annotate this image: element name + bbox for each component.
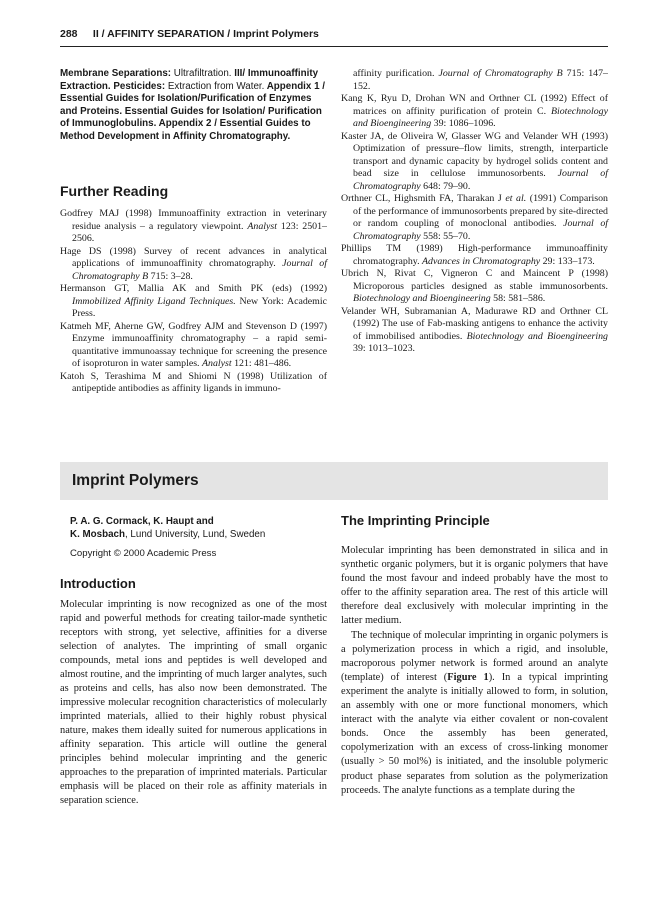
reference-tail: 715: 3–28. [148,270,193,282]
authors [70,515,330,541]
reference-text: Katoh S, Terashima M and Shiomi N (1998) Utilization of antipeptide antibodies as affinity ligands in immuno- [60,370,327,394]
reference-ital: Biotechnology and Bioengineering [353,293,491,304]
reference-text: Godfrey MAJ (1998) Immunoaffinity extraction in veterinary residue analysis – a regulatory viewpoint. [60,208,327,232]
reference-ital: Analyst [202,358,232,369]
imprinting-principle-heading: The Imprinting Principle [341,513,490,528]
reference-tail: 58: 581–586. [490,293,546,304]
references-right [341,68,608,356]
reference-tail: 648: 79–90. [420,180,471,192]
reference-text: Katmeh MF, Aherne GW, Godfrey AJM and Stevenson D (1997) Enzyme immunoaffinity chromatography – a rapid semi-quantitative immunoassay technique for screening the presence of isoproturon in water samples. [60,320,327,369]
introduction-heading: Introduction [60,576,136,591]
reference-text: Hage DS (1998) Survey of recent advances in analytical applications of immunoaffinity chromatography. [60,245,327,269]
reference-item [341,243,608,268]
reference-ital: Biotechnology and Bioengineering [466,330,608,342]
principle-p2-start: The technique of molecular imprinting in organic polymers is a polymerization process in which a rigid, and insoluble, macroporous polymer network is formed around an analyte (template) of interest ( [341,629,608,683]
reference-tail: New York: Academic Press. [72,295,327,319]
references-left [60,208,327,396]
reference-tail: 39: 1086–1096. [431,118,496,129]
running-title: II / AFFINITY SEPARATION / Imprint Polymers [92,28,319,40]
reference-item [60,321,327,371]
reference-item [60,283,327,321]
reference-item [341,306,608,356]
reference-item [341,68,608,93]
reference-ital: Journal of Chromatography B [72,258,327,282]
reference-text: Orthner CL, Highsmith FA, Tharakan J [341,193,506,204]
reference-tail: (1991) Comparison of the performance of immunosorbents prepared by site-directed or random coupling of monoclonal antibodies. [353,193,608,229]
reference-tail: 123: 2501–2506. [72,220,327,244]
further-reading-heading: Further Reading [60,183,169,199]
reference-text: Hermanson GT, Mallia AK and Smith PK (eds) (1992) [60,283,327,294]
header-rule [60,46,608,47]
see-also-part2: III/ Immunoaffinity Extraction. Pesticides: [60,68,319,92]
reference-tail: 29: 133–173. [540,255,595,267]
reference-item [341,131,608,194]
article-title-banner [60,462,608,500]
reference-tail2: 558: 55–70. [420,230,471,242]
authors-affiliation: , Lund University, Lund, Sweden [124,529,266,540]
see-also-part2-plain: Extraction from Water. [165,80,265,92]
reference-ital: Analyst [247,220,278,232]
reference-ital: Advances in Chromatography [422,255,541,267]
reference-text: Phillips TM (1989) High-performance immunoaffinity chromatography. [341,243,608,267]
reference-tail: 39: 1013–1023. [353,343,415,354]
see-also-part1: Membrane Separations: [60,68,172,79]
see-also-part1-plain: Ultrafiltration. [171,68,232,79]
principle-paragraph-1: Molecular imprinting has been demonstrated in silica and in synthetic organic polymers, but it is organic polymers that have found the most favour and indeed probably have the most to offer to the affinity separation area. The rest of this article will therefore deal exclusively with molecular imprinting in the latter medium. [341,545,608,627]
article-title: Imprint Polymers [72,472,199,489]
reference-item [341,268,608,306]
reference-item [341,93,608,131]
reference-item [60,371,327,396]
authors-line2-name: K. Mosbach [70,529,125,540]
reference-item [60,246,327,284]
see-also-part3: Appendix 1 / Essential Guides for Isolation/Purification of Enzymes and Proteins. Essential Guides for Isolation/ Purification of Immunoglobulins. Appendix 2 / Essential Guides to Method Development in Affinity Chromatography. [60,80,325,142]
principle-paragraph-2 [341,629,608,798]
reference-ital: Journal of Chromatography B [438,68,563,79]
reference-text: Kaster JA, de Oliveira W, Glasser WG and Velander WH (1993) Optimization of pressure–flow limits, strength, interparticle transport and dynamic capacity by hydrogel solids content and bead size in cellulose immunosorbents. [341,130,608,179]
copyright: Copyright © 2000 Academic Press [70,548,217,559]
figure-1-link[interactable]: Figure 1 [447,671,489,683]
reference-text: affinity purification. [353,68,439,79]
reference-text: Velander WH, Subramanian A, Madurawe RD and Orthner CL (1992) The use of Fab-masking antigens to enhance the activity of immobilised antibodies. [341,305,608,342]
running-header [60,28,608,44]
see-also-block [60,68,327,144]
page-number: 288 [60,28,78,40]
reference-tail: 121: 481–486. [231,358,292,369]
reference-ital2: Journal of Chromatography [353,218,608,242]
reference-ital: Biotechnology and Bioengineering [353,105,608,129]
reference-tail: 715: 147–152. [353,68,608,92]
reference-item [341,193,608,243]
reference-text: Kang K, Ryu D, Drohan WN and Orthner CL (1992) Effect of matrices on affinity purification of protein C. [341,93,608,117]
reference-ital: Immobilized Affinity Ligand Techniques. [72,295,236,307]
reference-ital: Journal of Chromatography [353,168,608,192]
authors-line1: P. A. G. Cormack, K. Haupt and [70,516,214,527]
principle-p2-end: ). In a typical imprinting experiment the analyte is initially allowed to form, in solution, an assembly with one or more functional monomers, which interact with the analyte via either covalent or non-covalent bonds. Once the assembly has been generated, copolymerization with an excess of cross-linking monomer (usually > 50 mol%) is initiated, and the insoluble polymeric product phase separates from solution as the polymerization proceeds. The analyte functions as a template during the [341,671,608,796]
reference-item [60,208,327,246]
reference-ital: et al. [505,193,527,204]
reference-text: Ubrich N, Rivat C, Vigneron C and Maincent P (1998) Microporous particles designed as stable immunosorbents. [341,268,608,292]
imprinting-principle-text [341,544,608,798]
introduction-text: Molecular imprinting is now recognized as one of the most rapid and powerful methods for creating tailor-made synthetic receptors with strong, yet selective, affinities for a diverse selection of analytes. The imprinting of small organic compounds, metal ions and peptides is well developed and almost routine, and the imprinting of much larger analytes, such as proteins and cells, has also now been demonstrated. The impressive molecular recognition characteristics of molecularly imprinted materials, allied to their highly robust physical nature, makes them ideally suited for numerous applications in affinity separation. This article will outline the general principles behind molecular imprinting and the generic approaches to the preparation of imprinted materials. Particular emphasis will be placed on their role as affinity materials in separation science. [60,599,327,806]
